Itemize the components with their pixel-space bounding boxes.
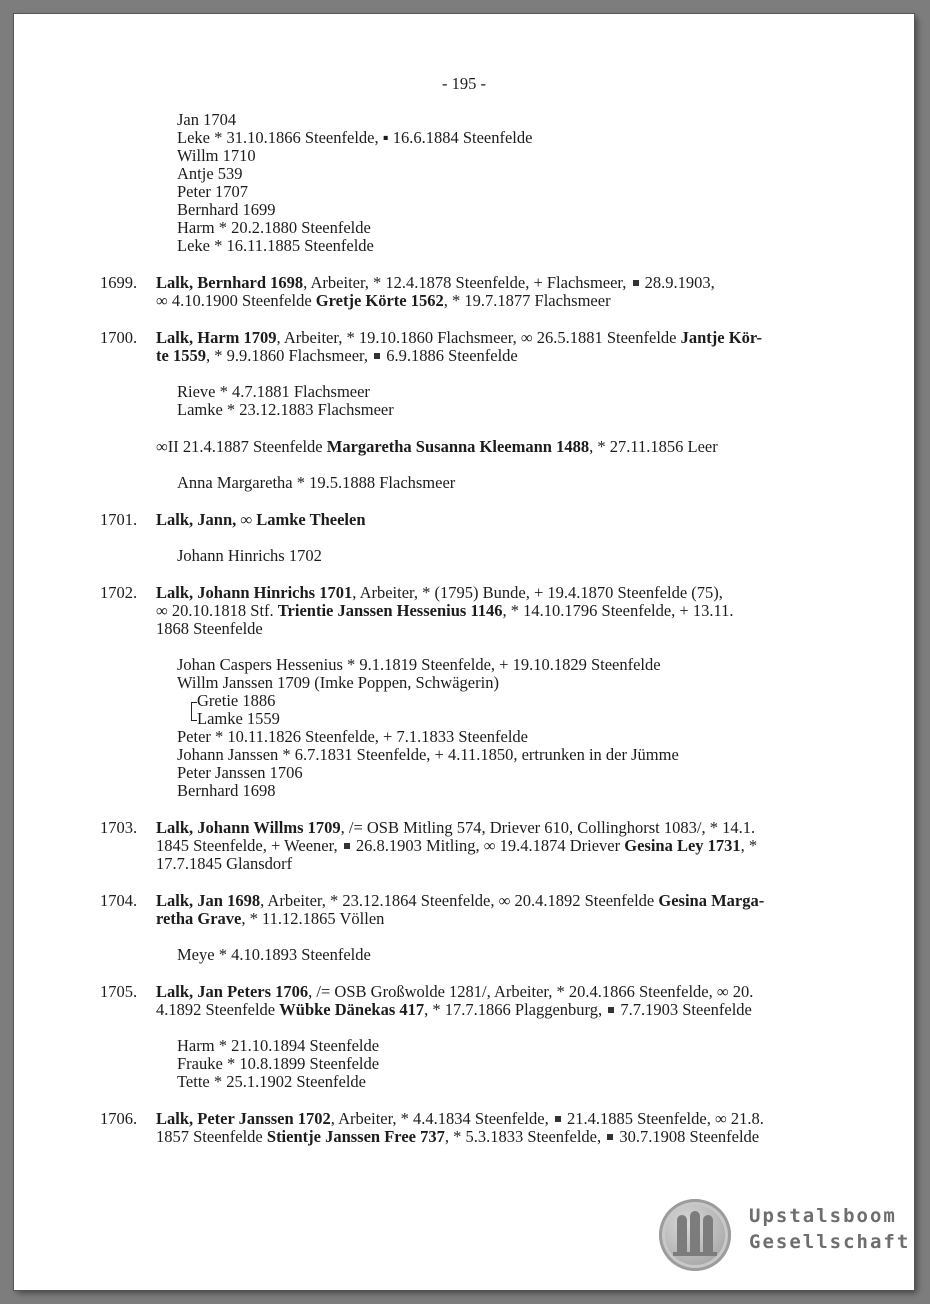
list-item: Peter * 10.11.1826 Steenfelde, + 7.1.1833 Steenfelde — [177, 727, 528, 746]
list-item: Frauke * 10.8.1899 Steenfelde — [177, 1054, 380, 1073]
list-item: Leke * 31.10.1866 Steenfelde, ▪ 16.6.1884 Steenfelde — [177, 128, 533, 147]
marriage-symbol-icon — [374, 353, 380, 359]
entry-number: 1700. — [100, 328, 138, 347]
list-item: Bernhard 1698 — [177, 781, 276, 800]
list-item: Meye * 4.10.1893 Steenfelde — [177, 945, 371, 964]
person-name: Lalk, Johann Willms 1709 — [156, 818, 341, 837]
list-item: Jan 1704 — [177, 110, 237, 129]
list-item: Anna Margaretha * 19.5.1888 Flachsmeer — [177, 473, 456, 492]
entry-line: Lalk, Jan 1698, Arbeiter, * 23.12.1864 Steenfelde, ∞ 20.4.1892 Steenfelde Gesina Marga- — [156, 891, 765, 910]
person-name: Lalk, Peter Janssen 1702 — [156, 1109, 331, 1128]
entry-number: 1702. — [100, 583, 138, 602]
list-item: Willm 1710 — [177, 146, 256, 165]
entry-number: 1701. — [100, 510, 138, 529]
person-name: Lalk, Harm 1709 — [156, 328, 277, 347]
entry-number: 1705. — [100, 982, 138, 1001]
marriage-symbol-icon — [344, 843, 350, 849]
list-item: Willm Janssen 1709 (Imke Poppen, Schwägerin) — [177, 673, 499, 692]
entry-line: 1857 Steenfelde Stientje Janssen Free 737, * 5.3.1833 Steenfelde, 30.7.1908 Steenfelde — [156, 1127, 760, 1146]
logo-text-line2: Gesellschaft — [749, 1231, 911, 1253]
entry-number: 1704. — [100, 891, 138, 910]
marriage-symbol-icon — [555, 1116, 561, 1122]
list-item: Peter Janssen 1706 — [177, 763, 303, 782]
entry-line: Lalk, Harm 1709, Arbeiter, * 19.10.1860 Flachsmeer, ∞ 26.5.1881 Steenfelde Jantje Kör- — [156, 328, 763, 347]
entry-line: 4.1892 Steenfelde Wübke Dänekas 417, * 17.7.1866 Plaggenburg, 7.7.1903 Steenfelde — [156, 1000, 752, 1019]
entry-line: 1845 Steenfelde, + Weener, 26.8.1903 Mitling, ∞ 19.4.1874 Driever Gesina Ley 1731, * — [156, 836, 758, 855]
list-item: Lamke * 23.12.1883 Flachsmeer — [177, 400, 394, 419]
list-item: Johan Caspers Hessenius * 9.1.1819 Steenfelde, + 19.10.1829 Steenfelde — [177, 655, 661, 674]
list-item: Bernhard 1699 — [177, 200, 276, 219]
entry-line: Lalk, Johann Hinrichs 1701, Arbeiter, * (1795) Bunde, + 19.4.1870 Steenfelde (75), — [156, 583, 723, 602]
marriage-symbol-icon — [607, 1134, 613, 1140]
entry-line: ∞ 20.10.1818 Stf. Trientie Janssen Hessenius 1146, * 14.10.1796 Steenfelde, + 13.11. — [156, 601, 734, 620]
entry-line: Lalk, Jan Peters 1706, /= OSB Großwolde 1281/, Arbeiter, * 20.4.1866 Steenfelde, ∞ 20. — [156, 982, 754, 1001]
entry-number: 1699. — [100, 273, 138, 292]
list-item: Tette * 25.1.1902 Steenfelde — [177, 1072, 367, 1091]
seal-icon — [659, 1199, 731, 1271]
entry-line: retha Grave, * 11.12.1865 Völlen — [156, 909, 385, 928]
person-name: Lalk, Jan 1698 — [156, 891, 261, 910]
page-number: - 195 - — [442, 74, 486, 93]
entry-line: ∞ 4.10.1900 Steenfelde Gretje Körte 1562, * 19.7.1877 Flachsmeer — [156, 291, 611, 310]
entry-line: Lalk, Bernhard 1698, Arbeiter, * 12.4.1878 Steenfelde, + Flachsmeer, 28.9.1903, — [156, 273, 715, 292]
list-item: Harm * 20.2.1880 Steenfelde — [177, 218, 371, 237]
logo-text-line1: Upstalsboom — [749, 1205, 897, 1227]
list-item: Johann Hinrichs 1702 — [177, 546, 322, 565]
list-item: Peter 1707 — [177, 182, 249, 201]
entry-line: Lalk, Peter Janssen 1702, Arbeiter, * 4.4.1834 Steenfelde, 21.4.1885 Steenfelde, ∞ 21.8. — [156, 1109, 764, 1128]
second-marriage: ∞II 21.4.1887 Steenfelde Margaretha Susanna Kleemann 1488, * 27.11.1856 Leer — [156, 437, 718, 456]
person-name: Lalk, Jan Peters 1706 — [156, 982, 309, 1001]
spouse-name: Gesina Ley 1731 — [624, 836, 741, 855]
list-item: Gretie 1886 — [197, 691, 276, 710]
spouse-name: Gretje Körte 1562 — [315, 291, 444, 310]
entry-line: te 1559, * 9.9.1860 Flachsmeer, 6.9.1886 Steenfelde — [156, 346, 518, 365]
spouse-name: Trientie Janssen Hessenius 1146 — [277, 601, 503, 620]
marriage-symbol-icon — [608, 1007, 614, 1013]
spouse-name: Stientje Janssen Free 737 — [266, 1127, 445, 1146]
document-page — [14, 14, 914, 1290]
entry-line: Lalk, Johann Willms 1709, /= OSB Mitling 574, Driever 610, Collinghorst 1083/, * 14.1. — [156, 818, 756, 837]
list-item: Lamke 1559 — [197, 709, 280, 728]
publisher-logo — [659, 1199, 909, 1279]
list-item: Rieve * 4.7.1881 Flachsmeer — [177, 382, 370, 401]
person-name: Lalk, Bernhard 1698 — [156, 273, 304, 292]
person-name: Lalk, Jann, ∞ Lamke Theelen — [156, 510, 366, 529]
marriage-symbol-icon — [633, 280, 639, 286]
entry-line — [156, 511, 876, 530]
list-item: Leke * 16.11.1885 Steenfelde — [177, 236, 374, 255]
spouse-name: Gesina Marga- — [658, 891, 765, 910]
spouse-name: Wübke Dänekas 417 — [279, 1000, 425, 1019]
entry-line: 1868 Steenfelde — [156, 619, 263, 638]
list-item: Antje 539 — [177, 164, 243, 183]
list-item: Harm * 21.10.1894 Steenfelde — [177, 1036, 380, 1055]
person-name: Lalk, Johann Hinrichs 1701 — [156, 583, 353, 602]
list-item: Johann Janssen * 6.7.1831 Steenfelde, + 4.11.1850, ertrunken in der Jümme — [177, 745, 679, 764]
entry-line: 17.7.1845 Glansdorf — [156, 854, 293, 873]
entry-number: 1706. — [100, 1109, 138, 1128]
entry-number: 1703. — [100, 818, 138, 837]
spouse-name: Jantje Kör- — [680, 328, 763, 347]
spouse-name: Margaretha Susanna Kleemann 1488 — [326, 437, 590, 456]
